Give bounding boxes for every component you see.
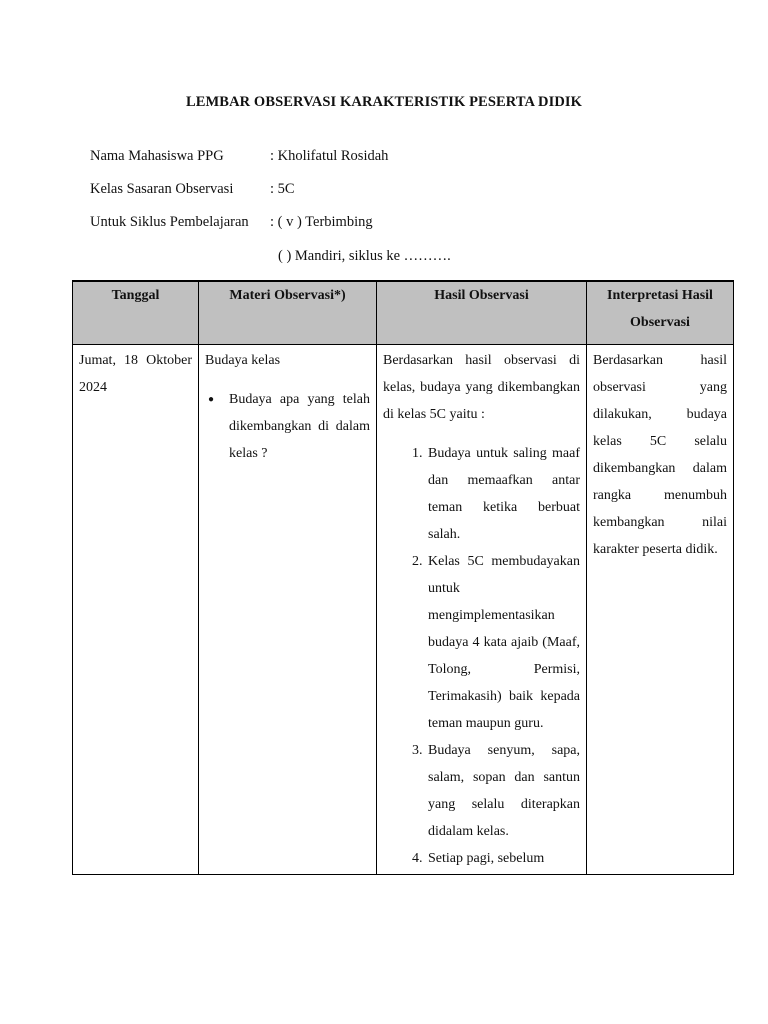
list-item: ● Budaya apa yang telah dikembangkan di dalam kelas ? [229,386,370,467]
info-value: : 5C [270,181,295,197]
interpretasi-text: Berdasarkan hasil observasi yang dilakukan, budaya kelas 5C selalu dikembangkan dalam rangka menumbuh kembangkan nilai karakter peserta didik. [593,353,727,557]
list-item: 3. Budaya senyum, sapa, salam, sopan dan santun yang selalu diterapkan didalam kelas. [426,737,580,845]
info-label: Untuk Siklus Pembelajaran [90,214,249,230]
header-tanggal: Tanggal [73,281,199,345]
header-hasil: Hasil Observasi [377,281,587,345]
list-item: 1. Budaya untuk saling maaf dan memaafkan antar teman ketika berbuat salah. [426,440,580,548]
cell-materi [199,345,377,875]
cell-interpretasi [587,345,734,875]
cell-tanggal [73,345,199,875]
info-value: : ( v ) Terbimbing [270,214,373,230]
hasil-list [383,440,580,872]
info-label: Nama Mahasiswa PPG [90,148,224,164]
list-item: 4. Setiap pagi, sebelum [426,845,580,872]
table-row [73,345,734,875]
cell-hasil [377,345,587,875]
table-header-row [73,281,734,345]
materi-title: Budaya kelas [205,353,281,368]
page-title: LEMBAR OBSERVASI KARAKTERISTIK PESERTA DIDIK [185,94,583,110]
observation-table-wrapper [72,280,727,916]
info-label: Kelas Sasaran Observasi [90,181,234,197]
materi-list [205,386,370,467]
tanggal-text: Jumat, 18 Oktober 2024 [79,353,192,395]
info-row-siklus [90,214,373,231]
hasil-intro: Berdasarkan hasil observasi di kelas, budaya yang dikembangkan di kelas 5C yaitu : [383,353,580,422]
info-value: : Kholifatul Rosidah [270,148,389,164]
info-row-kelas [90,181,295,198]
observation-table [72,280,734,875]
info-mandiri: ( ) Mandiri, siklus ke ………. [278,248,451,264]
header-materi: Materi Observasi*) [199,281,377,345]
info-row-nama [90,148,388,165]
list-item: 2. Kelas 5C membudayakan untuk mengimplementasikan budaya 4 kata ajaib (Maaf, Tolong, Permisi, Terimakasih) baik kepada teman maupun guru. [426,548,580,737]
header-interpretasi: Interpretasi Hasil Observasi [587,281,734,345]
